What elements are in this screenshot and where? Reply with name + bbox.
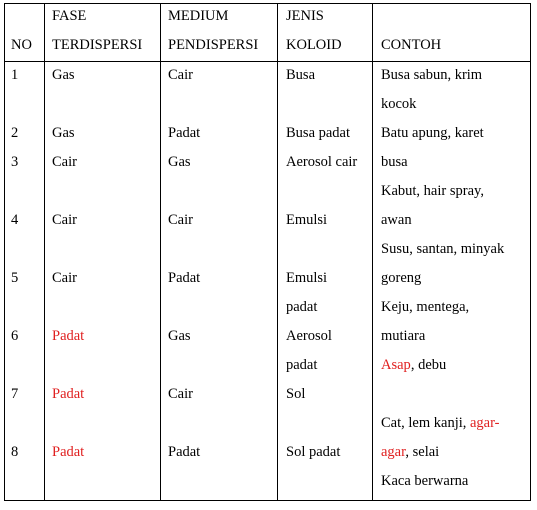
cell-no: 7 (11, 386, 19, 402)
cell-fase: Cair (52, 270, 77, 286)
cell-medium: Gas (168, 328, 191, 344)
contoh-line (381, 409, 500, 438)
cell-fase: Cair (52, 154, 77, 170)
contoh-text: awan (381, 212, 412, 228)
contoh-line (381, 264, 421, 293)
cell-no: 2 (11, 125, 19, 141)
header-cell: KOLOID (286, 37, 342, 53)
header-cell: CONTOH (381, 37, 442, 53)
cell-jenis: Aerosol (286, 328, 332, 344)
cell-no: 5 (11, 270, 19, 286)
contoh-text: Busa sabun, krim (381, 67, 483, 83)
contoh-text: goreng (381, 270, 422, 286)
cell-jenis: padat (286, 357, 318, 373)
cell-fase: Cair (52, 212, 77, 228)
contoh-line (381, 148, 408, 177)
contoh-text: , selai (405, 444, 440, 460)
header-cell: MEDIUM (168, 8, 229, 24)
header-cell: JENIS (286, 8, 324, 24)
contoh-text: mutiara (381, 328, 426, 344)
cell-jenis: Sol (286, 386, 306, 402)
contoh-text: Kaca berwarna (381, 473, 469, 489)
cell-fase: Gas (52, 67, 75, 83)
contoh-highlight: agar (381, 444, 406, 460)
contoh-line (381, 90, 416, 119)
contoh-line (381, 206, 412, 235)
cell-no: 4 (11, 212, 19, 228)
contoh-line (381, 322, 425, 351)
contoh-text: kocok (381, 96, 417, 112)
cell-medium: Cair (168, 212, 193, 228)
contoh-text: busa (381, 154, 408, 170)
header-cell: PENDISPERSI (168, 37, 259, 53)
cell-jenis: Emulsi (286, 212, 328, 228)
cell-jenis: Busa (286, 67, 315, 83)
cell-jenis: Emulsi (286, 270, 328, 286)
cell-jenis: Aerosol cair (286, 154, 358, 170)
contoh-line (381, 61, 482, 90)
contoh-text: , debu (410, 357, 447, 373)
cell-medium: Gas (168, 154, 191, 170)
header-cell: TERDISPERSI (52, 37, 143, 53)
cell-no: 3 (11, 154, 19, 170)
contoh-highlight: Asap (381, 357, 411, 373)
contoh-text: Susu, santan, minyak (381, 241, 505, 257)
contoh-line (381, 467, 468, 496)
contoh-line (381, 177, 484, 206)
cell-medium: Padat (168, 444, 201, 460)
contoh-text: Batu apung, karet (381, 125, 484, 141)
cell-fase: Padat (52, 328, 85, 344)
contoh-highlight: agar- (470, 415, 500, 431)
cell-no: 6 (11, 328, 19, 344)
cell-jenis: Busa padat (286, 125, 351, 141)
cell-medium: Cair (168, 386, 193, 402)
header-cell: NO (11, 37, 32, 53)
contoh-line (381, 293, 469, 322)
contoh-text: Keju, mentega, (381, 299, 470, 315)
cell-fase: Padat (52, 386, 85, 402)
cell-jenis: padat (286, 299, 318, 315)
cell-fase: Padat (52, 444, 85, 460)
contoh-text: Cat, lem kanji, (381, 415, 470, 431)
contoh-line (381, 235, 504, 264)
contoh-line (381, 351, 446, 380)
header-cell: FASE (52, 8, 87, 24)
contoh-line (381, 438, 439, 467)
contoh-text: Kabut, hair spray, (381, 183, 484, 199)
cell-no: 8 (11, 444, 19, 460)
cell-medium: Padat (168, 270, 201, 286)
cell-no: 1 (11, 67, 19, 83)
cell-fase: Gas (52, 125, 75, 141)
cell-medium: Padat (168, 125, 201, 141)
cell-medium: Cair (168, 67, 193, 83)
contoh-line (381, 119, 484, 148)
cell-jenis: Sol padat (286, 444, 341, 460)
